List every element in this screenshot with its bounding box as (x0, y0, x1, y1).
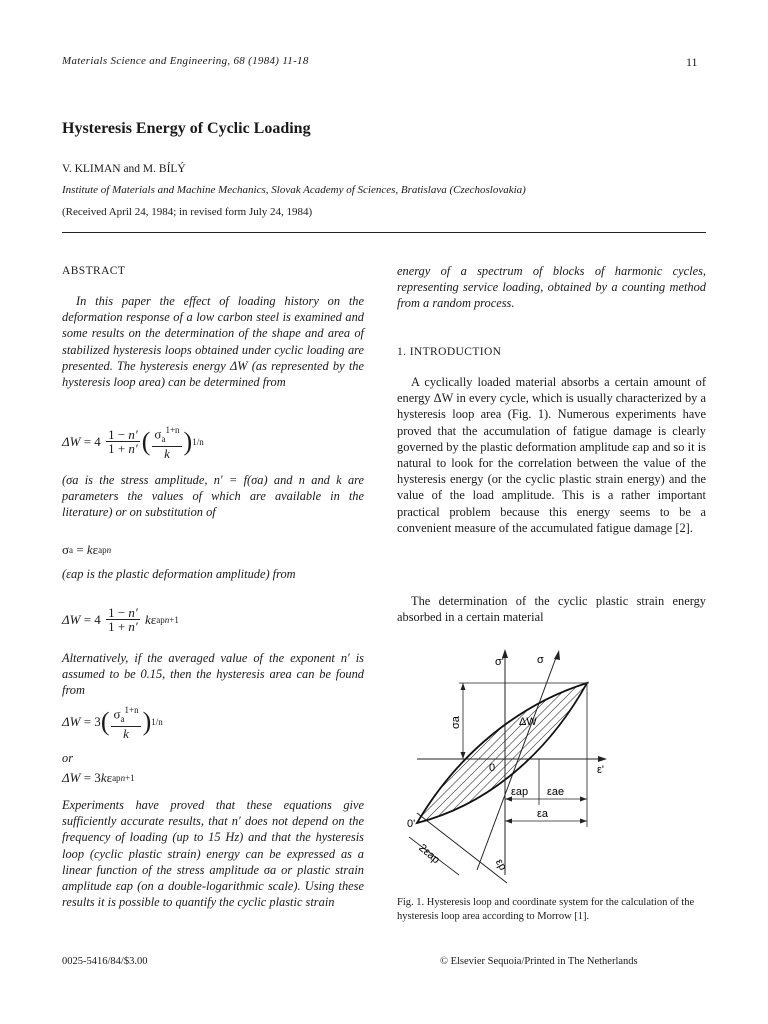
label-sigma-a: σa (450, 716, 462, 729)
label-delta-w: ΔW (519, 716, 537, 728)
abstract-paragraph-3: (εap is the plastic deformation amplitude) from (62, 567, 296, 581)
paper-title: Hysteresis Energy of Cyclic Loading (62, 120, 311, 137)
label-origin: 0 (489, 762, 496, 774)
abstract-heading: ABSTRACT (62, 265, 126, 277)
label-two-eps-ap: 2εap (416, 842, 442, 867)
abstract-paragraph-1: In this paper the effect of loading history on the deformation response of a low carbon steel is examined and some results on the determination of the shape and area of stabilized hysteresis loops obtained under cyclic loading are presented. The hysteresis energy ΔW (as represented by the hysteresis loop area) can be determined from (62, 294, 364, 390)
footer-code: 0025-5416/84/$3.00 (62, 956, 148, 967)
label-eps-ae: εae (547, 786, 565, 798)
received-dates: (Received April 24, 1984; in revised form July 24, 1984) (62, 206, 313, 218)
equation-1: ΔW = 4 $\frac{1 - n'}{1 + n'}$ ( $\frac{\sigma_a^{1+n}}{k}$ ) 1/n (62, 425, 204, 461)
equation-5: ΔW = 3 k ε ap n+1 (62, 770, 135, 785)
page-number: 11 (686, 55, 698, 69)
affiliation: Institute of Materials and Machine Mechanics, Slovak Academy of Sciences, Bratislava (Czechoslovakia) (62, 184, 526, 196)
figure-caption: Fig. 1. Hysteresis loop and coordinate system for the calculation of the hysteresis loop area according to Morrow [1]. (397, 897, 695, 922)
authors: V. KLIMAN and M. BÍLÝ (62, 163, 186, 175)
equation-3: ΔW = 4 $\frac{1 - n'}{1 + n'}$ k ε ap n+1 (62, 605, 179, 634)
label-eps-prime: ε' (597, 764, 605, 776)
abstract-paragraph-5: Experiments have proved that these equations give sufficiently accurate results, that n′ does not depend on the frequency of loading (up to 15 Hz) and that the hysteresis loop (cyclic plastic strain) energy can be expressed as a linear function of the stress amplitude σa or plastic strain amplitude εap (on a double-logarithmic scale). Using these results it is possible to quantify the cyclic plastic strain (62, 798, 364, 910)
label-eps-p: εp (492, 857, 509, 873)
label-sigma: σ (537, 654, 544, 666)
hysteresis-loop-figure (397, 645, 627, 885)
introduction-heading: 1. INTRODUCTION (397, 346, 502, 358)
abstract-paragraph-4: Alternatively, if the averaged value of the exponent n′ is assumed to be 0.15, then the hysteresis area can be found from (62, 651, 364, 698)
introduction-paragraph-2: The determination of the cyclic plastic strain energy absorbed in a certain material (397, 594, 706, 625)
equation-2: σ a = k ε ap n (62, 542, 112, 557)
footer-publisher: © Elsevier Sequoia/Printed in The Netherlands (440, 956, 638, 967)
label-sigma-prime: σ' (495, 656, 504, 668)
label-eps-ap: εap (511, 786, 529, 798)
abstract-paragraph-6: energy of a spectrum of blocks of harmonic cycles, representing service loading, obtained by a counting method from a random process. (397, 264, 706, 311)
introduction-paragraph-1: A cyclically loaded material absorbs a certain amount of energy ΔW in every cycle, which is usually characterized by a hysteresis loop area (Fig. 1). Numerous experiments have proved that the accumulation of fatigue damage is clearly governed by the plastic deformation amplitude εap and so it is natural to look for the correlation between the value of the hysteresis energy (or the cyclic plastic strain energy) and the value of the load amplitude. This is a rather important practical problem because this energy seems to be a convenient measure of the accumulated fatigue damage [2]. (397, 375, 706, 535)
equation-4: ΔW = 3 ( $\frac{\sigma_a^{1+n}}{k}$ ) 1/n (62, 705, 163, 741)
abstract-or: or (62, 751, 74, 765)
abstract-paragraph-2: (σa is the stress amplitude, n′ = f(σa) and n and k are parameters the values of which are available in the literature) or on substitution of (62, 473, 364, 520)
header-rule (62, 232, 706, 233)
label-eps-a: εa (537, 808, 549, 820)
label-origin-prime: 0' (407, 818, 416, 830)
journal-citation: Materials Science and Engineering, 68 (1984) 11-18 (62, 55, 309, 67)
